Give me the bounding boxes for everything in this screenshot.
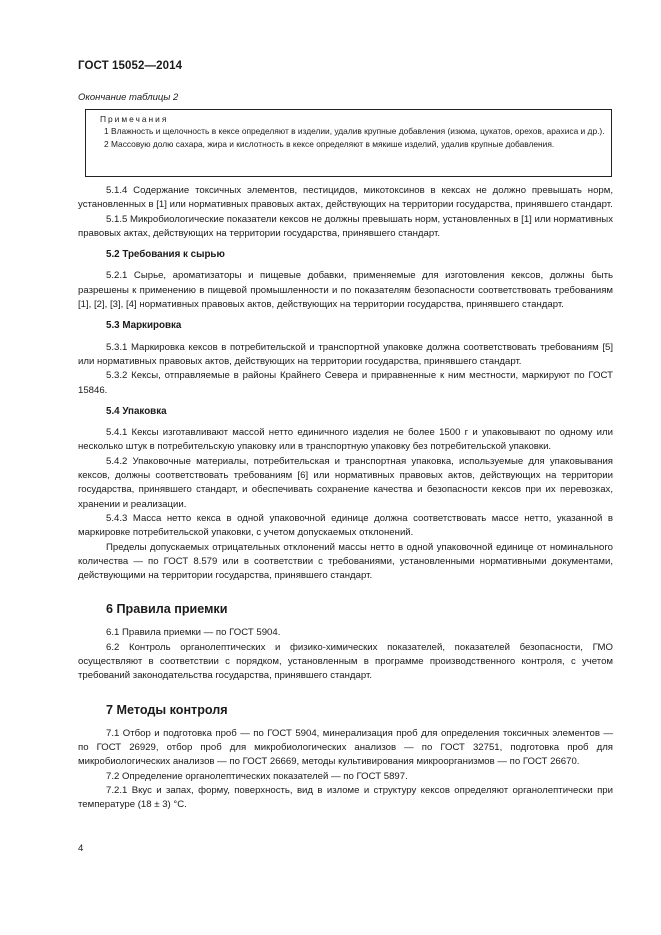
note-item: 1 Влажность и щелочность в кексе определяют в изделии, удалив крупные добавления (изюма, цукатов, орехов, арахиса и др.). bbox=[104, 126, 605, 137]
page-number: 4 bbox=[78, 843, 84, 854]
paragraph-5-3-1: 5.3.1 Маркировка кексов в потребительской и транспортной упаковке должна соответствовать требованиям [5] или нормативных правовых актов, действующих на территории государства, принявшего стандарт. bbox=[78, 341, 613, 367]
subsection-heading-5-3: 5.3 Маркировка bbox=[106, 320, 182, 332]
paragraph-5-1-4: 5.1.4 Содержание токсичных элементов, пестицидов, микотоксинов в кексах не должно превышать норм, установленных в [1] или нормативных правовых актах, действующих на территории государства, принявшего стандарт. bbox=[78, 185, 613, 211]
paragraph-7-2: 7.2 Определение органолептических показателей — по ГОСТ 5897. bbox=[106, 770, 408, 782]
paragraph-5-4-3-limits: Пределы допускаемых отрицательных отклонений массы нетто в одной упаковочной единице от номинального количества — по ГОСТ 8.579 или в соответствии с требованиями, установленными нормативными документами, действующими на территории государства, принявшего стандарт. bbox=[78, 541, 613, 582]
note-item: 2 Массовую долю сахара, жира и кислотность в кексе определяют в мякише изделий, удалив крупные добавления. bbox=[104, 138, 555, 149]
paragraph-5-4-3: 5.4.3 Масса нетто кекса в одной упаковочной единице должна соответствовать массе нетто, указанной в маркировке потребительской упаковки, с учетом допускаемых отклонений. bbox=[78, 512, 613, 539]
subsection-heading-5-2: 5.2 Требования к сырью bbox=[106, 249, 225, 261]
note-box bbox=[85, 109, 612, 177]
paragraph-7-1: 7.1 Отбор и подготовка проб — по ГОСТ 5904, минерализация проб для определения токсичных элементов — по ГОСТ 26929, отбор проб для микробиологических анализов — по ГОСТ 32751, подготовка проб для микробиологических анализов — по ГОСТ 26669, методы культивирования микроорганизмов — по ГОСТ 26670. bbox=[78, 727, 613, 768]
table-caption: Окончание таблицы 2 bbox=[78, 92, 179, 103]
document-body bbox=[78, 184, 613, 812]
subsection-heading-5-4: 5.4 Упаковка bbox=[106, 405, 167, 417]
paragraph-5-3-2: 5.3.2 Кексы, отправляемые в районы Крайнего Севера и приравненные к ним местности, маркируют по ГОСТ 15846. bbox=[78, 370, 613, 396]
paragraph-7-2-1: 7.2.1 Вкус и запах, форму, поверхность, вид в изломе и структуру кексов определяют органолептически при температуре (18 ± 3) °С. bbox=[78, 784, 613, 811]
paragraph-5-2-1: 5.2.1 Сырье, ароматизаторы и пищевые добавки, применяемые для изготовления кексов, должны быть разрешены к применению в пищевой промышленности и по показателям безопасности соответствовать требованиям [1], [2], [3], [4] нормативных правовых актов, действующих на территории государства, принявшего стандарт. bbox=[78, 270, 613, 311]
paragraph-6-2: 6.2 Контроль органолептических и физико-химических показателей, показателей безопасности, ГМО осуществляют в соответствии с порядком, установленным в программе производственного контроля, с учетом требований законодательства государства, принявшего стандарт. bbox=[78, 641, 613, 682]
paragraph-5-4-1: 5.4.1 Кексы изготавливают массой нетто единичного изделия не более 1500 г и упаковывают по одному или несколько штук в потребительскую упаковку или в транспортную упаковку без потребительской упаковки. bbox=[78, 427, 613, 453]
section-heading-7: 7 Методы контроля bbox=[106, 702, 228, 717]
paragraph-6-1: 6.1 Правила приемки — по ГОСТ 5904. bbox=[106, 627, 281, 639]
paragraph-5-1-5: 5.1.5 Микробиологические показатели кексов не должны превышать норм, установленных в [1] или нормативных правовых актах, действующих на территории государства, принявшего стандарт. bbox=[78, 213, 613, 239]
standard-header: ГОСТ 15052—2014 bbox=[78, 60, 183, 72]
section-heading-6: 6 Правила приемки bbox=[106, 602, 228, 617]
note-title: Примечания bbox=[100, 114, 169, 124]
paragraph-5-4-2: 5.4.2 Упаковочные материалы, потребительская и транспортная упаковка, используемые для упаковывания кексов, должны соответствовать требованиям [6] или нормативных правовых актов, действующих на территории государства, принявшего стандарт, и обеспечивать сохранение качества и безопасности кексов при их перевозках, хранении и реализации. bbox=[78, 455, 613, 510]
